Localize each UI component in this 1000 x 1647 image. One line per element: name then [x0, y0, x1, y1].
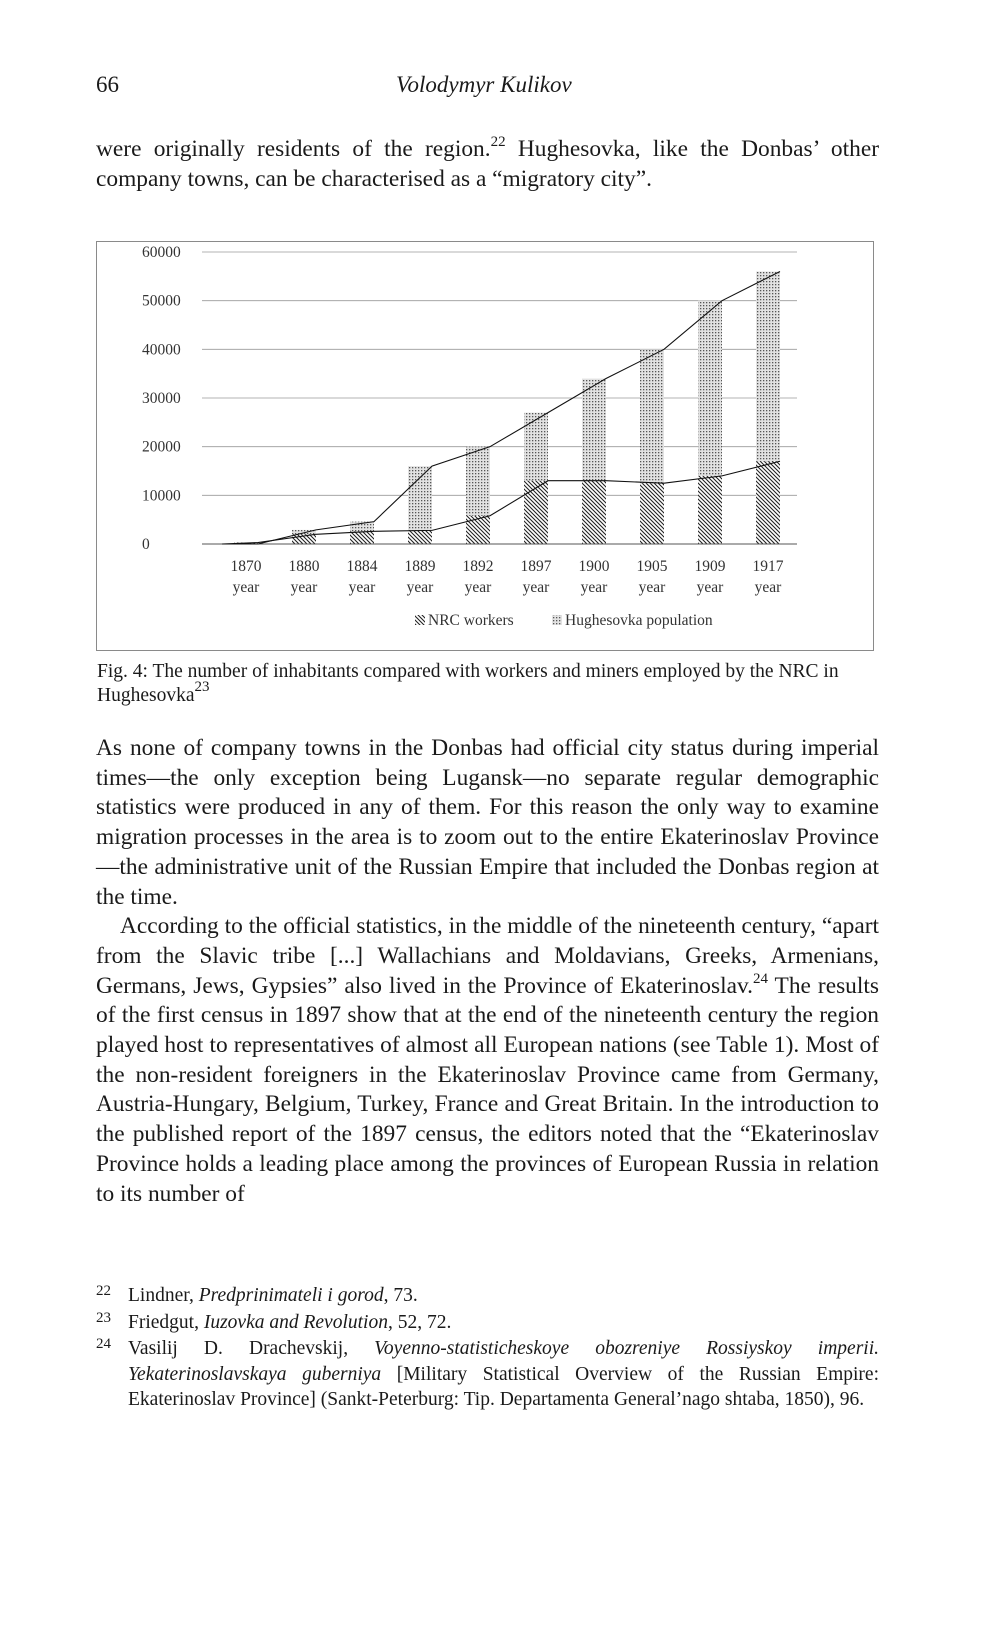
footnote-text: Vasilij D. Drachevskij, [128, 1338, 375, 1359]
footnote-text: Lindner, [128, 1285, 199, 1306]
y-tick-label: 60000 [142, 244, 181, 261]
bar-nrc-workers [350, 531, 374, 544]
footnotes [96, 1283, 879, 1414]
x-tick-suffix: year [522, 579, 550, 596]
y-tick-label: 50000 [142, 292, 181, 310]
bar-nrc-workers [640, 483, 664, 544]
bar-nrc-workers [408, 530, 432, 544]
x-tick-year: 1900 [578, 558, 610, 575]
footnote [96, 1310, 879, 1336]
paragraph [96, 912, 879, 1209]
footnote-ref[interactable]: 22 [490, 134, 506, 150]
x-tick-suffix: year [580, 579, 608, 596]
legend-label: Hughesovka population [565, 612, 713, 629]
y-tick-label: 20000 [142, 438, 181, 456]
legend-label: NRC workers [428, 612, 514, 629]
footnote-text: , 52, 72. [387, 1311, 452, 1333]
caption-text: Fig. 4: The number of inhabitants compared with workers and miners employed by the NRC in Hughesovka [97, 661, 839, 706]
footnote-text: , 73. [383, 1285, 418, 1306]
paragraph-text: According to the official statistics, in the middle of the nineteenth century, “apart from the Slavic tribe [...] Wallachians and Moldavians, Greeks, Armenians, Germans, Jews, Gypsies” also lived in the Province of Ekaterinoslav. [96, 913, 879, 999]
x-tick-suffix: year [638, 579, 666, 596]
footnote [96, 1283, 879, 1309]
paragraph [96, 734, 879, 912]
footnote-ref[interactable]: 23 [194, 679, 210, 695]
figure-chart [96, 241, 874, 651]
footnote-number: 23 [96, 1309, 111, 1326]
footnote [96, 1336, 879, 1413]
x-tick-year: 1889 [404, 558, 436, 575]
legend-swatch [415, 615, 425, 625]
page-number: 66 [96, 72, 119, 97]
x-tick-year: 1884 [346, 558, 378, 575]
bar-nrc-workers [582, 481, 606, 544]
x-tick-suffix: year [464, 579, 492, 596]
paragraph-text-after: The results of the first census in 1897 show that at the end of the nineteenth century the region played host to representatives of almost all European nations (see Table 1). Most of the non-resident foreigners in the Ekaterinoslav Province came from Germany, Austria-Hungary, Belgium, Turkey, France and Great Britain. In the introduction to the published report of the 1897 census, the editors noted that the “Ekaterinoslav Province holds a leading place among the provinces of European Russia in relation to its number of [96, 972, 879, 1207]
x-tick-suffix: year [348, 579, 376, 596]
paragraph-text: As none of company towns in the Donbas had official city status during imperial times—the only exception being Lugansk—no separate regular demographic statistics were produced in any of them. For this reason the only way to examine migration processes in the area is to zoom out to the entire Ekaterinoslav Province—the administrative unit of the Russian Empire that included the Donbas region at the time. [96, 735, 879, 910]
y-tick-label: 40000 [142, 341, 181, 359]
x-tick-year: 1917 [752, 558, 784, 575]
y-tick-label: 30000 [142, 390, 181, 407]
y-tick-label: 0 [142, 536, 150, 553]
figure-caption [97, 660, 887, 708]
x-tick-year: 1870 [230, 558, 262, 575]
bar-nrc-workers [524, 481, 548, 544]
trend-line-population [222, 271, 780, 544]
intro-text-after: Hughesovka, like the Donbas’ other company towns, can be characterised as a “migratory city”. [96, 136, 879, 192]
running-title: Volodymyr Kulikov [396, 72, 572, 97]
footnote-source-title: Voyenno-statisticheskoye obozreniye Rossiyskoy imperii. Yekaterinoslavskaya guberniya [128, 1338, 879, 1385]
x-tick-year: 1897 [520, 558, 552, 575]
running-head [96, 72, 896, 106]
footnote-text: [Military Statistical Overview of the Russian Empire: Ekaterinoslav Province] (Sankt-Peterburg: Tip. Departamenta General’nago shtaba, 1850), 96. [128, 1363, 879, 1410]
x-tick-year: 1880 [288, 558, 320, 575]
x-tick-suffix: year [754, 579, 782, 596]
intro-paragraph [96, 135, 879, 194]
legend-swatch [552, 615, 562, 625]
main-text [96, 734, 879, 1209]
bar-chart [97, 242, 875, 652]
x-tick-year: 1905 [636, 558, 668, 575]
x-tick-year: 1892 [462, 558, 494, 575]
footnote-text: Friedgut, [128, 1311, 204, 1333]
bar-nrc-workers [756, 461, 780, 544]
y-tick-label: 10000 [142, 487, 181, 505]
footnote-number: 24 [96, 1336, 111, 1352]
x-tick-suffix: year [696, 579, 724, 596]
footnote-source-title: Predprinimateli i gorod [198, 1285, 384, 1306]
bar-nrc-workers [698, 476, 722, 544]
footnote-ref[interactable]: 24 [753, 970, 768, 987]
x-tick-suffix: year [290, 579, 318, 596]
x-tick-suffix: year [406, 579, 434, 596]
bar-nrc-workers [466, 516, 490, 544]
intro-text: were originally residents of the region. [96, 136, 491, 162]
x-tick-suffix: year [232, 579, 260, 596]
x-tick-year: 1909 [694, 558, 726, 575]
footnote-source-title: Iuzovka and Revolution [203, 1311, 388, 1333]
footnote-number: 22 [96, 1283, 111, 1299]
